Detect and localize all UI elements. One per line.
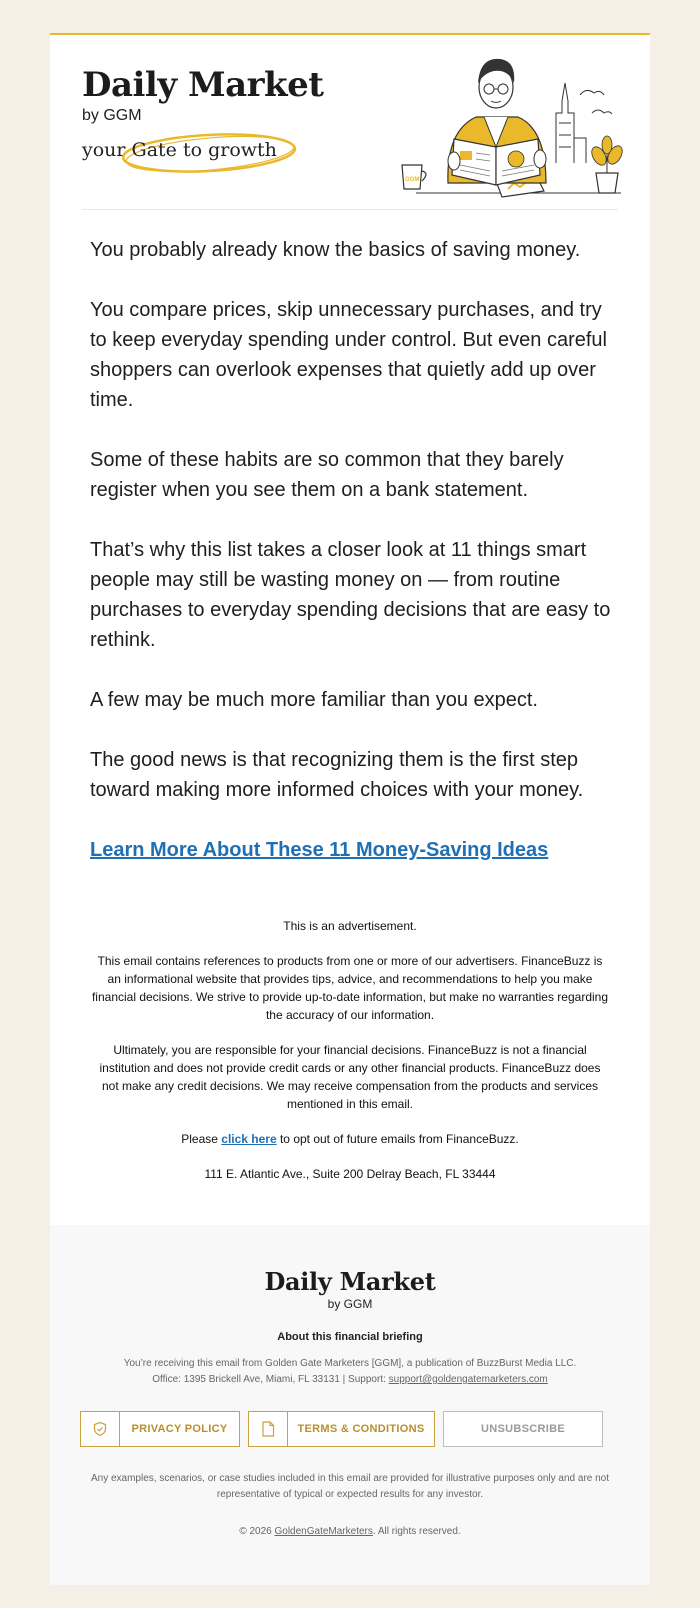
copyright-site-link[interactable]: GoldenGateMarketers: [274, 1526, 373, 1537]
legal-section: [90, 917, 610, 1200]
brand-block: [82, 65, 323, 161]
header-divider: [82, 209, 618, 210]
privacy-policy-label: PRIVACY POLICY: [131, 1423, 228, 1435]
optout-line: Please click here to opt out of future emails from FinanceBuzz.: [181, 1132, 519, 1146]
terms-conditions-label: TERMS & CONDITIONS: [297, 1423, 425, 1435]
unsubscribe-button[interactable]: [443, 1411, 603, 1447]
learn-more-link[interactable]: Learn More About These 11 Money-Saving Ideas: [90, 839, 549, 861]
support-email-link[interactable]: support@goldengatemarketers.com: [388, 1374, 548, 1385]
body-paragraph: A few may be much more familiar than you expect.: [90, 689, 538, 711]
legal-paragraph: This email contains references to products from one or more of our advertisers. FinanceBuzz is an informational website that provides tips, advice, and recommendations to help you make financial decisions. We strive to provide up-to-date information, but make no warranties regarding the accuracy of our information.: [91, 954, 609, 1022]
email-header: [50, 35, 650, 209]
body-paragraph: You probably already know the basics of saving money.: [90, 239, 581, 261]
mailing-address: 111 E. Atlantic Ave., Suite 200 Delray Beach, FL 33444: [204, 1167, 496, 1181]
privacy-policy-button[interactable]: [80, 1411, 240, 1447]
legal-paragraph: Ultimately, you are responsible for your financial decisions. FinanceBuzz is not a financial institution and does not provide credit cards or any other financial products. FinanceBuzz does not make any credit decisions. We may receive compensation from the products and services mentioned in this email.: [99, 1043, 601, 1111]
ad-notice: This is an advertisement.: [283, 919, 417, 933]
terms-conditions-button[interactable]: [248, 1411, 435, 1447]
unsubscribe-label: UNSUBSCRIBE: [481, 1423, 565, 1435]
footer-copyright: © 2026 GoldenGateMarketers. All rights reserved.: [239, 1526, 461, 1537]
footer-brand-byline: by GGM: [327, 1297, 373, 1311]
footer-info: You’re receiving this email from Golden Gate Marketers [GGM], a publication of BuzzBurst Media LLC. Office: 1395 Brickell Ave, Miami, FL 33131 | Support: support@goldengatemarketers.com: [123, 1358, 577, 1385]
svg-text:GGM: GGM: [405, 177, 420, 183]
brand-byline: by GGM: [82, 107, 142, 124]
optout-link[interactable]: click here: [221, 1132, 277, 1146]
body-paragraph: You compare prices, skip unnecessary purchases, and try to keep everyday spending under control. But even careful shoppers can overlook expenses that quietly add up over time.: [90, 299, 607, 411]
brand-title: Daily Market: [82, 65, 324, 105]
document-icon: [249, 1412, 288, 1446]
body-paragraph: That’s why this list takes a closer look at 11 things smart people may still be wasting money on — from routine purchases to everyday spending decisions that are easy to rethink.: [90, 539, 611, 651]
reader-illustration-icon: [396, 43, 628, 203]
email-footer: [50, 1225, 650, 1585]
footer-about-heading: About this financial briefing: [277, 1331, 423, 1343]
shield-check-icon: [81, 1412, 120, 1446]
email-card: [50, 33, 650, 1585]
body-paragraph: Some of these habits are so common that they barely register when you see them on a bank statement.: [90, 449, 564, 501]
body-paragraph: The good news is that recognizing them is the first step toward making more informed choices with your money.: [90, 749, 584, 801]
email-body: [90, 235, 614, 865]
brand-tagline: your Gate to growth: [82, 139, 323, 161]
footer-disclaimer: Any examples, scenarios, or case studies included in this email are provided for illustrative purposes only and are not representative of typical or expected results for any investor.: [90, 1473, 610, 1500]
footer-brand-title: Daily Market: [264, 1267, 436, 1296]
